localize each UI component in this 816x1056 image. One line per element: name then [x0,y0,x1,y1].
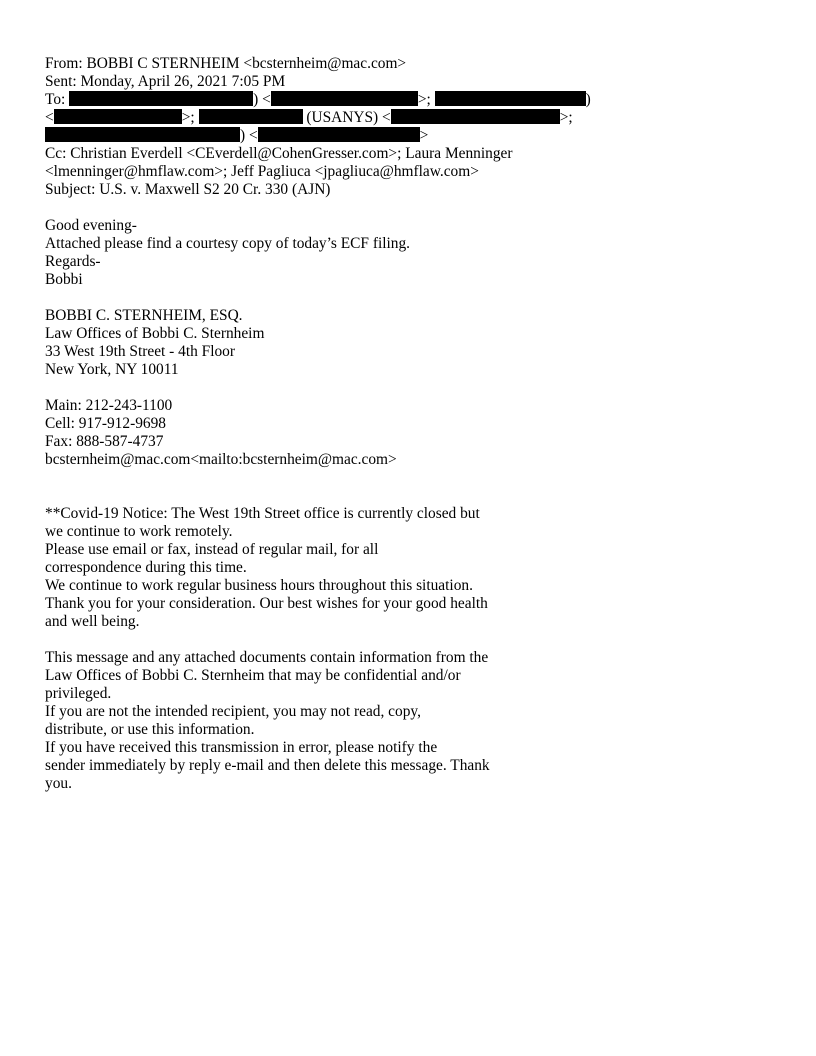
redaction-block [45,127,240,142]
to-line-1: To: ) < >; ) [45,91,591,108]
spacer [45,199,765,217]
signature-fax: Fax: 888-587-4737 [45,433,164,450]
spacer [45,487,765,505]
covid-notice-line: Please use email or fax, instead of regular mail, for all [45,541,379,558]
signature-cell-phone: Cell: 917-912-9698 [45,415,166,432]
regards: Regards- [45,253,101,270]
disclaimer-line: Law Offices of Bobbi C. Sternheim that may be confidential and/or [45,667,461,684]
redaction-block [271,91,418,106]
disclaimer-line: sender immediately by reply e-mail and then delete this message. Thank [45,757,490,774]
signature-address-1: 33 West 19th Street - 4th Floor [45,343,235,360]
redaction-block [391,109,560,124]
cc-line-2: <lmenninger@hmflaw.com>; Jeff Pagliuca <jpagliuca@hmflaw.com> [45,163,479,180]
subject-line: Subject: U.S. v. Maxwell S2 20 Cr. 330 (AJN) [45,181,331,198]
from-line: From: BOBBI C STERNHEIM <bcsternheim@mac.com> [45,55,407,72]
covid-notice-line: Thank you for your consideration. Our best wishes for your good health [45,595,488,612]
email-document [45,55,765,793]
disclaimer-line: If you are not the intended recipient, you may not read, copy, [45,703,421,720]
disclaimer-line: you. [45,775,72,792]
spacer [45,469,765,487]
disclaimer-line: This message and any attached documents contain information from the [45,649,489,666]
sender-name: Bobbi [45,271,83,288]
spacer [45,379,765,397]
covid-notice [45,505,765,631]
covid-notice-line: correspondence during this time. [45,559,247,576]
redaction-block [69,91,253,106]
confidentiality-disclaimer [45,649,765,793]
redaction-block [54,109,182,124]
signature-name: BOBBI C. STERNHEIM, ESQ. [45,307,243,324]
cc-line-1: Cc: Christian Everdell <CEverdell@CohenGresser.com>; Laura Menninger [45,145,513,162]
sent-line: Sent: Monday, April 26, 2021 7:05 PM [45,73,286,90]
to-line-3: ) < > [45,127,765,145]
redaction-block [199,109,303,124]
covid-notice-line: we continue to work remotely. [45,523,233,540]
signature-address-2: New York, NY 10011 [45,361,179,378]
message-text: Attached please find a courtesy copy of today’s ECF filing. [45,235,411,252]
redaction-block [435,91,586,106]
redaction-block [258,127,420,142]
greeting: Good evening- [45,217,137,234]
covid-notice-line: We continue to work regular business hours throughout this situation. [45,577,473,594]
disclaimer-line: distribute, or use this information. [45,721,255,738]
disclaimer-line: privileged. [45,685,112,702]
spacer [45,289,765,307]
disclaimer-line: If you have received this transmission in error, please notify the [45,739,438,756]
covid-notice-line: **Covid-19 Notice: The West 19th Street office is currently closed but [45,505,480,522]
to-line-2: < >; (USANYS) < >; [45,109,573,126]
usanys-label: (USANYS) < [302,109,391,126]
signature-firm: Law Offices of Bobbi C. Sternheim [45,325,265,342]
signature-email-link[interactable]: bcsternheim@mac.com<mailto:bcsternheim@mac.com> [45,451,397,468]
covid-notice-line: and well being. [45,613,140,630]
to-label: To: [45,91,70,108]
signature-main-phone: Main: 212-243-1100 [45,397,173,414]
spacer [45,631,765,649]
